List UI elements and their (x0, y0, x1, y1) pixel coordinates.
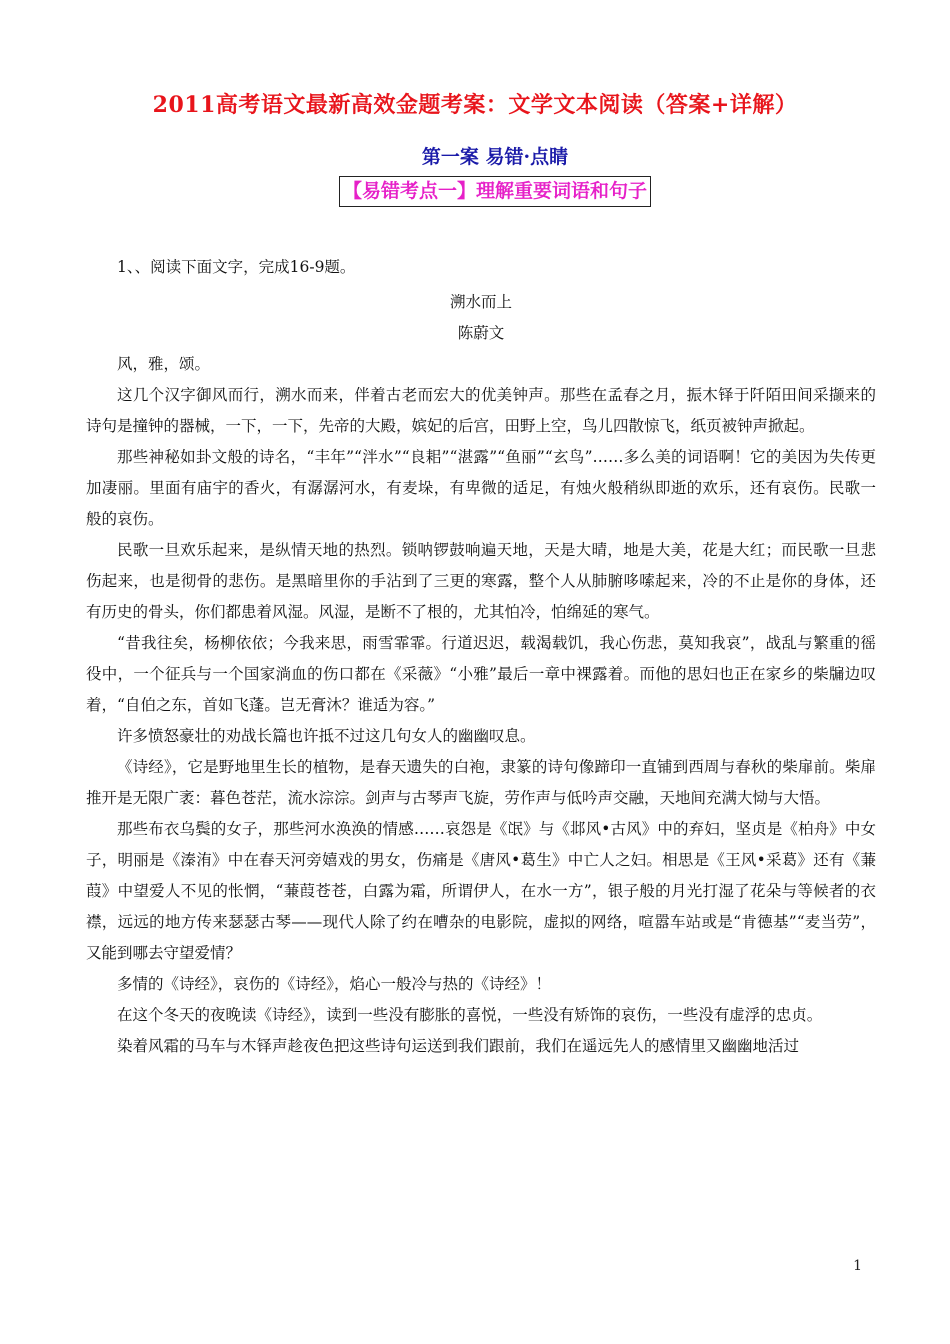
exam-point-heading (0, 176, 950, 207)
paragraph: 那些布衣乌鬓的女子，那些河水涣涣的情感……哀怨是《氓》与《邶风•古风》中的弃妇，坚贞是《柏舟》中女子，明丽是《溱洧》中在春天河旁嬉戏的男女，伤痛是《唐风•葛生》中亡人之妇。相思是《王风•采葛》还有《蒹葭》中望爱人不见的怅惘，“蒹葭苍苍，白露为霜，所谓伊人，在水一方”，银子般的月光打湿了花朵与等候者的衣襟，远远的地方传来瑟瑟古琴——现代人除了约在嘈杂的电影院，虚拟的网络，喧嚣车站或是“肯德基”“麦当劳”，又能到哪去守望爱情？ (86, 820, 876, 962)
document-title: 2011高考语文最新高效金题考案：文学文本阅读（答案+详解） (152, 92, 798, 118)
page-number: 1 (853, 1258, 862, 1274)
paragraph: 染着风霜的马车与木铎声趁夜色把这些诗句运送到我们跟前，我们在遥远先人的感情里又幽幽地活过 (117, 1037, 800, 1055)
section-subtitle: 第一案 易错·点睛 (421, 146, 569, 168)
question-intro: 1、、阅读下面文字，完成16-9题。 (117, 258, 356, 276)
article-author: 陈蔚文 (457, 324, 505, 342)
paragraph: 《诗经》，它是野地里生长的植物，是春天遗失的白袍，隶篆的诗句像蹄印一直铺到西周与春秋的柴扉前。柴扉推开是无限广袤：暮色苍茫，流水淙淙。剑声与古琴声飞旋，劳作声与低吟声交融，天地间充满大恸与大悟。 (86, 758, 876, 807)
paragraph: “昔我往矣，杨柳依依；今我来思，雨雪霏霏。行道迟迟，载渴载饥，我心伤悲，莫知我哀”，战乱与繁重的徭役中，一个征兵与一个国家淌血的伤口都在《采薇》“小雅”最后一章中裸露着。而他的思妇也正在家乡的柴牖边叹着，“自伯之东，首如飞蓬。岂无膏沐？谁适为容。” (86, 634, 876, 714)
article-body (86, 252, 876, 1062)
paragraph: 多情的《诗经》，哀伤的《诗经》，焰心一般冷与热的《诗经》！ (117, 975, 552, 993)
paragraph: 许多愤怒豪壮的劝战长篇也许抵不过这几句女人的幽幽叹息。 (117, 727, 536, 745)
paragraph: 民歌一旦欢乐起来，是纵情天地的热烈。锁呐锣鼓响遍天地，天是大晴，地是大美，花是大红；而民歌一旦悲伤起来，也是彻骨的悲伤。是黑暗里你的手沾到了三更的寒露，整个人从肺腑哆嗦起来，冷的不止是你的身体，还有历史的骨头，你们都患着风湿。风湿，是断不了根的，尤其怕冷，怕绵延的寒气。 (86, 541, 876, 621)
exam-point-label: 【易错考点一】理解重要词语和句子 (339, 176, 651, 207)
article-title: 溯水而上 (449, 293, 512, 311)
paragraph: 那些神秘如卦文般的诗名，“丰年”“泮水”“良耜”“湛露”“鱼丽”“玄鸟”……多么美的词语啊！它的美因为失传更加凄丽。里面有庙宇的香火，有潺潺河水，有麦垛，有卑微的适足，有烛火般稍纵即逝的欢乐，还有哀伤。民歌一般的哀伤。 (86, 448, 876, 528)
paragraph: 在这个冬天的夜晚读《诗经》，读到一些没有膨胀的喜悦，一些没有矫饰的哀伤，一些没有虚浮的忠贞。 (117, 1006, 823, 1024)
paragraph: 这几个汉字御风而行，溯水而来，伴着古老而宏大的优美钟声。那些在孟春之月，振木铎于阡陌田间采撷来的诗句是撞钟的器械，一下，一下，先帝的大殿，嫔妃的后宫，田野上空，鸟儿四散惊飞，纸页被钟声掀起。 (86, 386, 876, 435)
paragraph: 风，雅，颂。 (117, 355, 211, 373)
